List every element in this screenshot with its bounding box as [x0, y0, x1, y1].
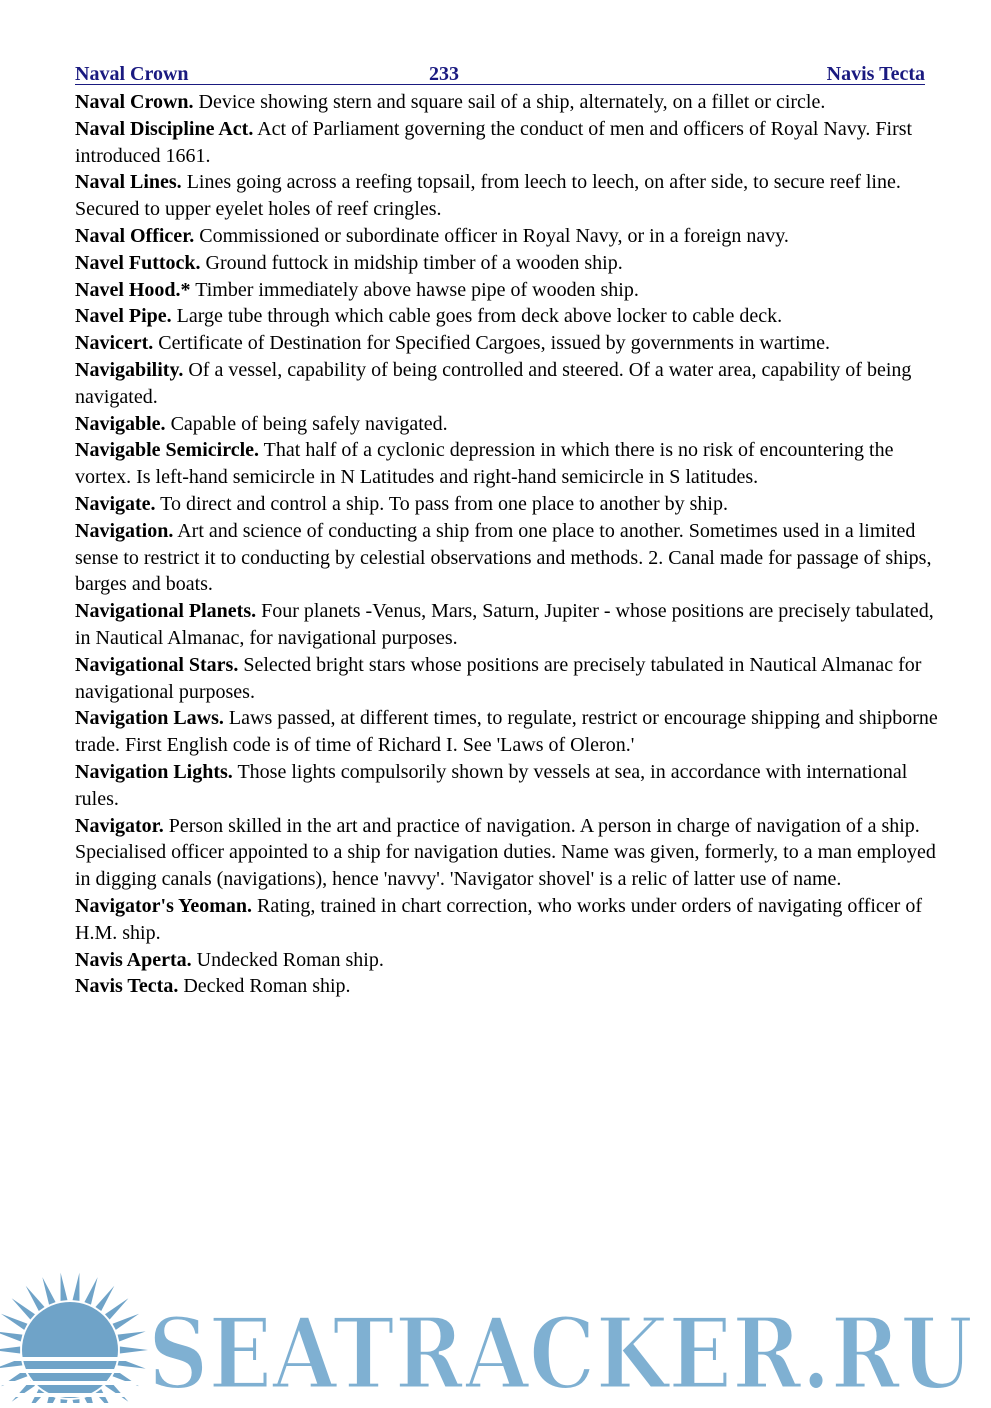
- watermark-text: SEATRACKER.RU: [148, 1297, 973, 1403]
- dictionary-entry: [75, 518, 947, 598]
- page-header: [75, 62, 925, 85]
- horizon-stripe: [0, 1393, 145, 1397]
- dictionary-entry: [75, 330, 947, 357]
- dictionary-entry: [75, 89, 947, 116]
- entry-definition: Those lights compulsorily shown by vessels at sea, in accordance with international rules.: [75, 760, 908, 810]
- entry-term: Navigator's Yeoman.: [75, 894, 253, 917]
- dictionary-entry: [75, 705, 947, 759]
- sun-ray: [61, 1273, 68, 1301]
- entry-term: Naval Lines.: [75, 171, 182, 194]
- entry-definition: Device showing stern and square sail of a ship, alternately, on a fillet or circle.: [193, 91, 826, 113]
- entry-definition: Ground futtock in midship timber of a wooden ship.: [200, 251, 623, 274]
- dictionary-entries: [75, 89, 947, 1000]
- entry-definition: To direct and control a ship. To pass from one place to another by ship.: [155, 492, 728, 515]
- entry-term: Navigable.: [75, 412, 166, 435]
- sun-ray: [12, 1298, 35, 1319]
- entry-term: Naval Crown.: [75, 91, 194, 113]
- entry-term: Navel Futtock.: [75, 251, 201, 274]
- entry-definition: That half of a cyclonic depression in which there is no risk of encountering the vortex. Is left-hand semicircle in N Latitudes and right-hand semicircle in S latitudes.: [75, 439, 894, 489]
- entry-definition: Four planets -Venus, Mars, Saturn, Jupiter - whose positions are precisely tabulated, in Nautical Almanac, for navigational purposes.: [75, 600, 934, 649]
- entry-term: Navel Pipe.: [75, 305, 172, 328]
- sun-ray: [118, 1331, 146, 1341]
- sun-ray: [61, 1399, 68, 1403]
- dictionary-entry: [75, 652, 947, 706]
- sun-logo-icon: [0, 1273, 148, 1403]
- entry-term: Navis Tecta.: [75, 975, 179, 998]
- entry-definition: Selected bright stars whose positions are precisely tabulated in Nautical Almanac for navigational purposes.: [75, 653, 922, 703]
- entry-term: Navicert.: [75, 332, 154, 355]
- entry-definition: Timber immediately above hawse pipe of wooden ship.: [190, 278, 639, 301]
- entry-term: Navel Hood.*: [75, 278, 191, 301]
- dictionary-entry: [75, 893, 947, 947]
- sun-ray: [73, 1399, 80, 1403]
- dictionary-entry: [75, 303, 947, 330]
- dictionary-entry: [75, 947, 947, 974]
- entry-definition: Person skilled in the art and practice of navigation. A person in charge of navigation of a ship. Specialised officer appointed to a ship for navigation duties. Name was given, formerly, to a man employed in digging canals (navigations), hence 'navvy'. 'Navigator shovel' is a relic of latter use of name.: [75, 814, 936, 891]
- header-last-term: Navis Tecta: [826, 63, 925, 85]
- entry-term: Navigate.: [75, 492, 156, 515]
- sun-ray: [73, 1273, 80, 1301]
- sun-ray: [42, 1277, 55, 1305]
- entry-term: Navigator.: [75, 814, 164, 837]
- entry-definition: Capable of being safely navigated.: [165, 412, 448, 435]
- entry-term: Navigation Laws.: [75, 707, 224, 730]
- header-first-term: Naval Crown: [75, 63, 189, 85]
- dictionary-entry: [75, 813, 947, 893]
- sun-ray: [84, 1277, 97, 1305]
- dictionary-entry: [75, 491, 947, 518]
- horizon-stripe: [0, 1381, 145, 1385]
- entry-term: Navigational Stars.: [75, 653, 239, 676]
- entry-definition: Certificate of Destination for Specified Cargoes, issued by governments in wartime.: [153, 332, 830, 355]
- watermark: [0, 1255, 991, 1403]
- entry-definition: Art and science of conducting a ship from one place to another. Sometimes used in a limited sense to restrict it to conducting by celestial observations and methods. 2. Canal made for passage of ships, barges and boats.: [75, 519, 932, 596]
- dictionary-entry: [75, 357, 947, 411]
- dictionary-entry: [75, 277, 947, 304]
- sun-ray: [1, 1314, 28, 1330]
- dictionary-entry: [75, 437, 947, 491]
- entry-term: Navigation.: [75, 519, 174, 542]
- entry-definition: Rating, trained in chart correction, who works under orders of navigating officer of H.M. ship.: [75, 894, 923, 944]
- sun-ray: [105, 1298, 128, 1319]
- dictionary-entry: [75, 116, 947, 170]
- page-number: 233: [429, 63, 459, 85]
- entry-definition: Act of Parliament governing the conduct of men and officers of Royal Navy. First introduced 1661.: [75, 117, 913, 167]
- entry-definition: Laws passed, at different times, to regulate, restrict or encourage shipping and shipborne trade. First English code is of time of Richard I. See 'Laws of Oleron.': [75, 707, 938, 757]
- entry-term: Navigability.: [75, 358, 184, 381]
- dictionary-entry: [75, 223, 947, 250]
- dictionary-entry: [75, 973, 947, 1000]
- sun-ray: [95, 1286, 114, 1311]
- sun-ray: [113, 1314, 140, 1330]
- entry-term: Naval Officer.: [75, 224, 195, 247]
- dictionary-entry: [75, 411, 947, 438]
- entry-definition: Large tube through which cable goes from deck above locker to cable deck.: [171, 305, 783, 328]
- sun-ray: [0, 1347, 20, 1354]
- dictionary-entry: [75, 598, 947, 652]
- entry-term: Navigational Planets.: [75, 600, 257, 623]
- sun-ray: [120, 1347, 148, 1354]
- entry-definition: Of a vessel, capability of being controlled and steered. Of a water area, capability of being navigated.: [75, 358, 912, 408]
- entry-definition: Decked Roman ship.: [178, 975, 351, 998]
- entry-term: Naval Discipline Act.: [75, 117, 254, 140]
- horizon-stripe: [0, 1357, 145, 1361]
- dictionary-entry: [75, 759, 947, 813]
- entry-definition: Lines going across a reefing topsail, from leech to leech, on after side, to secure reef line. Secured to upper eyelet holes of reef cringles.: [75, 171, 901, 221]
- sun-ray: [26, 1286, 45, 1311]
- horizon-stripe: [0, 1369, 145, 1373]
- dictionary-entry: [75, 169, 947, 223]
- sun-ray: [0, 1331, 22, 1341]
- entry-definition: Undecked Roman ship.: [191, 948, 384, 971]
- entry-definition: Commissioned or subordinate officer in Royal Navy, or in a foreign navy.: [194, 224, 789, 247]
- dictionary-entry: [75, 250, 947, 277]
- entry-term: Navigable Semicircle.: [75, 439, 260, 462]
- entry-term: Navis Aperta.: [75, 948, 192, 971]
- entry-term: Navigation Lights.: [75, 760, 233, 783]
